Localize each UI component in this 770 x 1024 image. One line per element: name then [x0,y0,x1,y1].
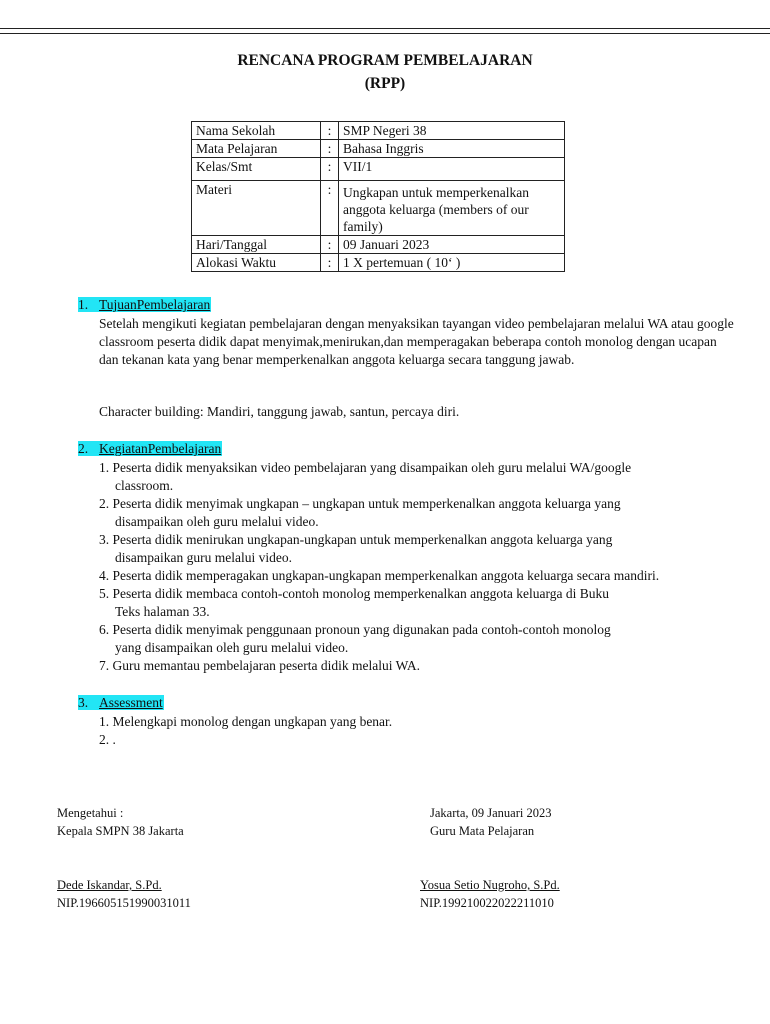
list-item-line: 3. Peserta didik menirukan ungkapan-ungkapan untuk memperkenalkan anggota keluarga yang [99,532,613,547]
info-separator: : [321,254,339,272]
info-value: 09 Januari 2023 [339,236,565,254]
list-item-line: 2. Peserta didik menyimak ungkapan – ungkapan untuk memperkenalkan anggota keluarga yang [99,496,621,511]
assessment-list [99,713,749,749]
table-row [192,158,565,181]
section-1-heading [78,296,211,314]
section-title: TujuanPembelajaran [99,297,211,312]
info-value: SMP Negeri 38 [339,122,565,140]
table-row [192,236,565,254]
section-number: 3. [78,695,89,710]
info-separator: : [321,236,339,254]
list-item-line: yang disampaikan oleh guru melalui video. [115,640,349,655]
list-item [99,531,749,567]
info-label: Hari/Tanggal [192,236,321,254]
list-item-line: 1. Peserta didik menyaksikan video pembelajaran yang disampaikan oleh guru melalui WA/google [99,460,632,475]
info-separator: : [321,122,339,140]
list-item-line: disampaikan oleh guru melalui video. [115,514,319,529]
info-value: VII/1 [339,158,565,181]
list-item [99,585,749,621]
list-item-line: 6. Peserta didik menyimak penggunaan pronoun yang digunakan pada contoh-contoh monolog [99,622,611,637]
list-item-line: 7. Guru memantau pembelajaran peserta didik melalui WA. [99,658,421,673]
info-value: 1 X pertemuan ( 10‘ ) [339,254,565,272]
info-label: Materi [192,181,321,236]
list-item-line: Teks halaman 33. [115,604,210,619]
signature-role: Guru Mata Pelajaran [430,824,535,838]
signatory-name: Dede Iskandar, S.Pd. [57,878,162,892]
list-item: 2. . [99,732,116,747]
activity-list [99,459,749,675]
section-number: 2. [78,441,89,456]
section-1-paragraph: Setelah mengikuti kegiatan pembelajaran dengan menyaksikan tayangan video pembelajaran melalui WA atau google classroom peserta didik dapat menyimak,menirukan,dan memperagakan beberapa contoh monolog dengan ucapan dan tekanan kata yang benar memperkenalkan anggota keluarga secara tanggung jawab. [99,316,734,367]
info-separator: : [321,181,339,236]
list-item-line: classroom. [115,478,174,493]
section-2-heading [78,440,222,458]
signatory-name: Yosua Setio Nugroho, S.Pd. [420,878,560,892]
table-row [192,181,565,236]
character-building: Character building: Mandiri, tanggung jawab, santun, percaya diri. [99,404,460,419]
section-number: 1. [78,297,89,312]
info-table [191,121,565,272]
signature-role: Kepala SMPN 38 Jakarta [57,824,184,838]
list-item-line: 5. Peserta didik membaca contoh-contoh monolog memperkenalkan anggota keluarga di Buku [99,586,609,601]
top-rule-2 [0,33,770,34]
section-title: KegiatanPembelajaran [99,441,222,456]
list-item: 1. Melengkapi monolog dengan ungkapan yang benar. [99,714,393,729]
list-item-line: disampaikan guru melalui video. [115,550,292,565]
signature-left [57,804,191,912]
list-item-line: 4. Peserta didik memperagakan ungkapan-ungkapan memperkenalkan anggota keluarga secara mandiri. [99,568,660,583]
info-label: Nama Sekolah [192,122,321,140]
table-row [192,140,565,158]
signatory-nip: NIP.199210022022211010 [420,896,554,910]
table-row [192,254,565,272]
section-3-heading [78,694,164,712]
list-item [99,459,749,495]
info-value: Ungkapan untuk memperkenalkan anggota keluarga (members of our family) [339,181,565,236]
table-row [192,122,565,140]
info-separator: : [321,158,339,181]
top-rule-1 [0,28,770,29]
list-item [99,621,749,657]
document-subtitle: (RPP) [364,75,406,92]
list-item [99,567,749,585]
info-value: Bahasa Inggris [339,140,565,158]
section-title: Assessment [99,695,163,710]
signature-date: Jakarta, 09 Januari 2023 [430,806,552,820]
list-item [99,657,749,675]
info-separator: : [321,140,339,158]
info-label: Mata Pelajaran [192,140,321,158]
info-label: Alokasi Waktu [192,254,321,272]
signature-right [420,804,560,912]
signature-caption: Mengetahui : [57,806,124,820]
list-item [99,495,749,531]
info-label: Kelas/Smt [192,158,321,181]
document-title: RENCANA PROGRAM PEMBELAJARAN [237,52,533,69]
signatory-nip: NIP.196605151990031011 [57,896,191,910]
